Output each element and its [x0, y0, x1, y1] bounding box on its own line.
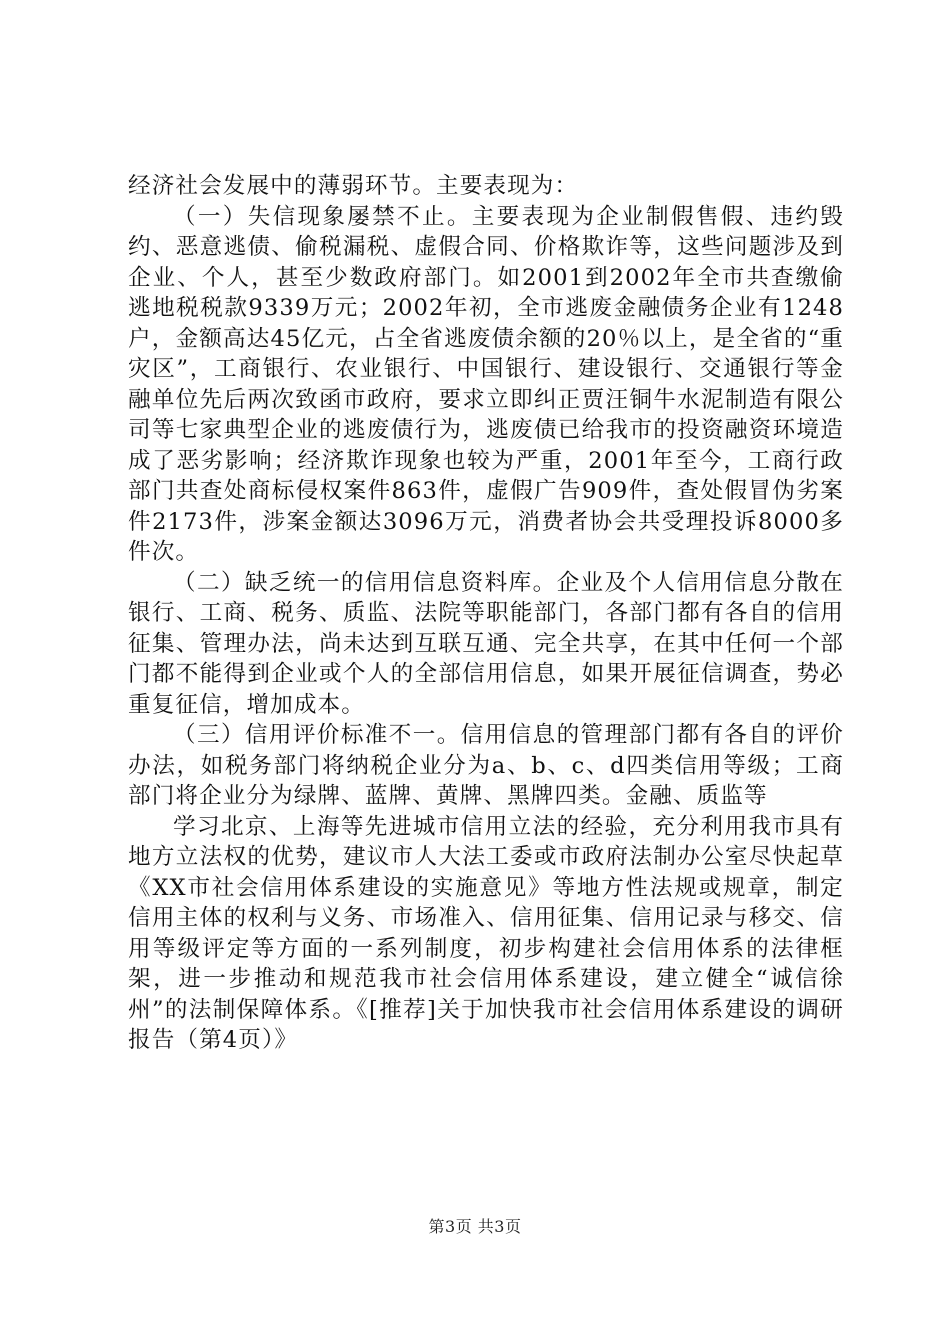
paragraph-legislation: 学习北京、上海等先进城市信用立法的经验，充分利用我市具有地方立法权的优势，建议市人大法工委或市政府法制办公室尽快起草《XX市社会信用体系建设的实施意见》等地方性法规或规章，制定信用主体的权利与义务、市场准入、信用征集、信用记录与移交、信用等级评定等方面的一系列制度，初步构建社会信用体系的法律框架，进一步推动和规范我市社会信用体系建设，建立健全“诚信徐州”的法制保障体系。《[推荐]关于加快我市社会信用体系建设的调研报告（第4页）》 [128, 813, 844, 1053]
paragraph-continuation: 经济社会发展中的薄弱环节。主要表现为： [128, 173, 579, 199]
paragraph-credit-database: （二）缺乏统一的信用信息资料库。企业及个人信用信息分散在银行、工商、税务、质监、法院等职能部门，各部门都有各自的信用征集、管理办法，尚未达到互联互通、完全共享，在其中任何一个部门都不能得到企业或个人的全部信用信息，如果开展征信调查，势必重复征信，增加成本。 [128, 569, 844, 718]
document-body [128, 171, 844, 1056]
page-footer: 第3页 共3页 [428, 1217, 522, 1236]
paragraph-dishonesty: （一）失信现象屡禁不止。主要表现为企业制假售假、违约毁约、恶意逃债、偷税漏税、虚假合同、价格欺诈等，这些问题涉及到企业、个人，甚至少数政府部门。如2001到2002年全市共查缴偷逃地税税款9339万元；2002年初，全市逃废金融债务企业有1248户，金额高达45亿元，占全省逃废债余额的20％以上，是全省的“重灾区”，工商银行、农业银行、中国银行、建设银行、交通银行等金融单位先后两次致函市政府，要求立即纠正贾汪铜牛水泥制造有限公司等七家典型企业的逃废债行为，逃废债已给我市的投资融资环境造成了恶劣影响；经济欺诈现象也较为严重，2001年至今，工商行政部门共查处商标侵权案件863件，虚假广告909件，查处假冒伪劣案件2173件，涉案金额达3096万元，消费者协会共受理投诉8000多件次。 [128, 203, 844, 565]
paragraph-evaluation-standards: （三）信用评价标准不一。信用信息的管理部门都有各自的评价办法，如税务部门将纳税企业分为a、b、c、d四类信用等级；工商部门将企业分为绿牌、蓝牌、黄牌、黑牌四类。金融、质监等 [128, 722, 844, 809]
